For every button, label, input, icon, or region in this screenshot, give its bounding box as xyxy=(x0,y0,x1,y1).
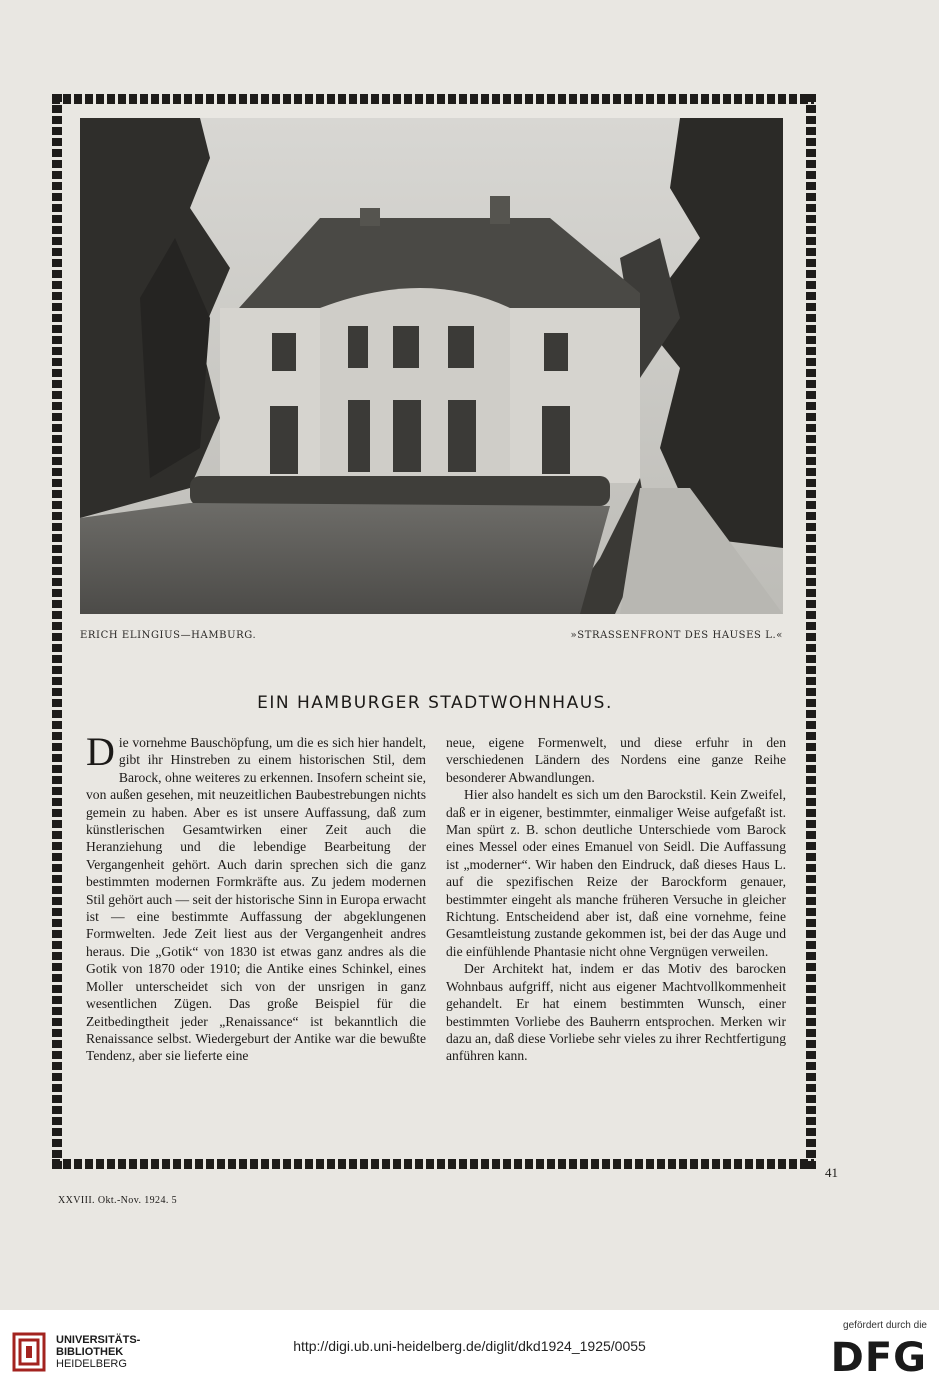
border-top xyxy=(52,94,814,104)
border-bottom xyxy=(52,1159,814,1169)
text-column-right xyxy=(446,734,786,1065)
border-left xyxy=(52,94,62,1169)
paragraph-1-continued: neue, eigene Formenwelt, und diese erfuhr in den verschiedenen Ländern des Nordens eine ganze Reihe besonderer Abwandlungen. xyxy=(446,735,786,785)
house-photo-illustration xyxy=(80,118,783,614)
article-title: EIN HAMBURGER STADTWOHNHAUS. xyxy=(257,693,613,713)
library-name-line-3: HEIDELBERG xyxy=(56,1358,127,1370)
border-right xyxy=(806,94,816,1169)
document-url-link[interactable]: http://digi.ub.uni-heidelberg.de/diglit/dkd1924_1925/0055 xyxy=(293,1338,646,1354)
page-number: 41 xyxy=(825,1165,838,1180)
digitization-footer xyxy=(0,1310,939,1389)
paragraph-1-text: ie vornehme Bauschöpfung, um die es sich hier handelt, gibt ihr Hinstreben zu einem historischen Stil, dem Barock, ohne weiteres zu erkennen. Insofern scheint sie, von außen gesehen, mit neuzeitlichen Baubestrebungen nichts gemein zu haben. Aber es ist unsere Auffassung, daß zum künstlerischen Gesamtwirken einer Zeit auch die Heranziehung und die lebendige Bearbeitung der Vergangenheit gehört. Auch darin sprechen sich die ganz bestimmten modernen Formkräfte aus. Zu jedem modernen Stil gehört auch — seit der historische Sinn in Europa erwacht ist — eine bestimmte Auffassung der abgeklungenen Formwelten. Jede Zeit liest aus der Vergangenheit andres heraus. Die „Gotik“ von 1830 ist etwas ganz andres als die Gotik von 1870 oder 1910; die Antike eines Schinkel, eines Moller unterscheidet sich von der unsrigen in ganz wesentlichen Zügen. Das große Beispiel für die Zeitbedingtheit jeder „Renaissance“ ist bekanntlich die Renaissance selbst. Wiedergeburt der Antike war die bewußte Tendenz, aber sie lieferte eine xyxy=(86,735,426,1064)
library-name-line-1: UNIVERSITÄTS- xyxy=(56,1334,141,1346)
photo-caption: »STRASSENFRONT DES HAUSES L.« xyxy=(570,630,783,641)
paragraph-2: Hier also handelt es sich um den Barockstil. Kein Zweifel, daß er in eigener, bestimmter, einmaliger Weise aufgefaßt ist. Man spürt z. B. schon deutliche Unterschiede vom Barock eines Messel oder eines Emanuel von Seidl. Die Auffassung ist „moderner“. Wir haben den Eindruck, daß dieses Haus L. auf die spezifischen Reize der Barockform genauer, bestimmter eingeht als manche früheren Versuche in gleicher Richtung. Entscheidend aber ist, daß eine vornehme, feine Gesamtleistung zustande gekommen ist, bei der das Auge und die einfühlende Phantasie nicht ohne Vergnügen verweilen. xyxy=(446,787,786,959)
house-photograph xyxy=(80,118,783,614)
text-column-left xyxy=(86,729,426,1065)
library-name-line-2: BIBLIOTHEK xyxy=(56,1346,124,1358)
photo-credit: ERICH ELINGIUS—HAMBURG. xyxy=(80,630,257,641)
dfg-logo[interactable]: DFG xyxy=(830,1335,927,1381)
drop-cap: D xyxy=(86,729,115,774)
supported-by-label: gefördert durch die xyxy=(843,1320,927,1331)
issue-line: XXVIII. Okt.-Nov. 1924. 5 xyxy=(58,1195,178,1206)
paragraph-3: Der Architekt hat, indem er das Motiv des barocken Wohnbaus aufgriff, nicht aus eigener Machtvollkommenheit gehandelt. Er hat einem bestimmten Wunsch, einer bestimmten Vorliebe des Bauherrn entsprochen. Merken wir dazu an, daß diese Vorliebe sehr vieles zu ihrer Rechtfertigung anführen kann. xyxy=(446,961,786,1064)
paragraph-1 xyxy=(86,729,426,1065)
